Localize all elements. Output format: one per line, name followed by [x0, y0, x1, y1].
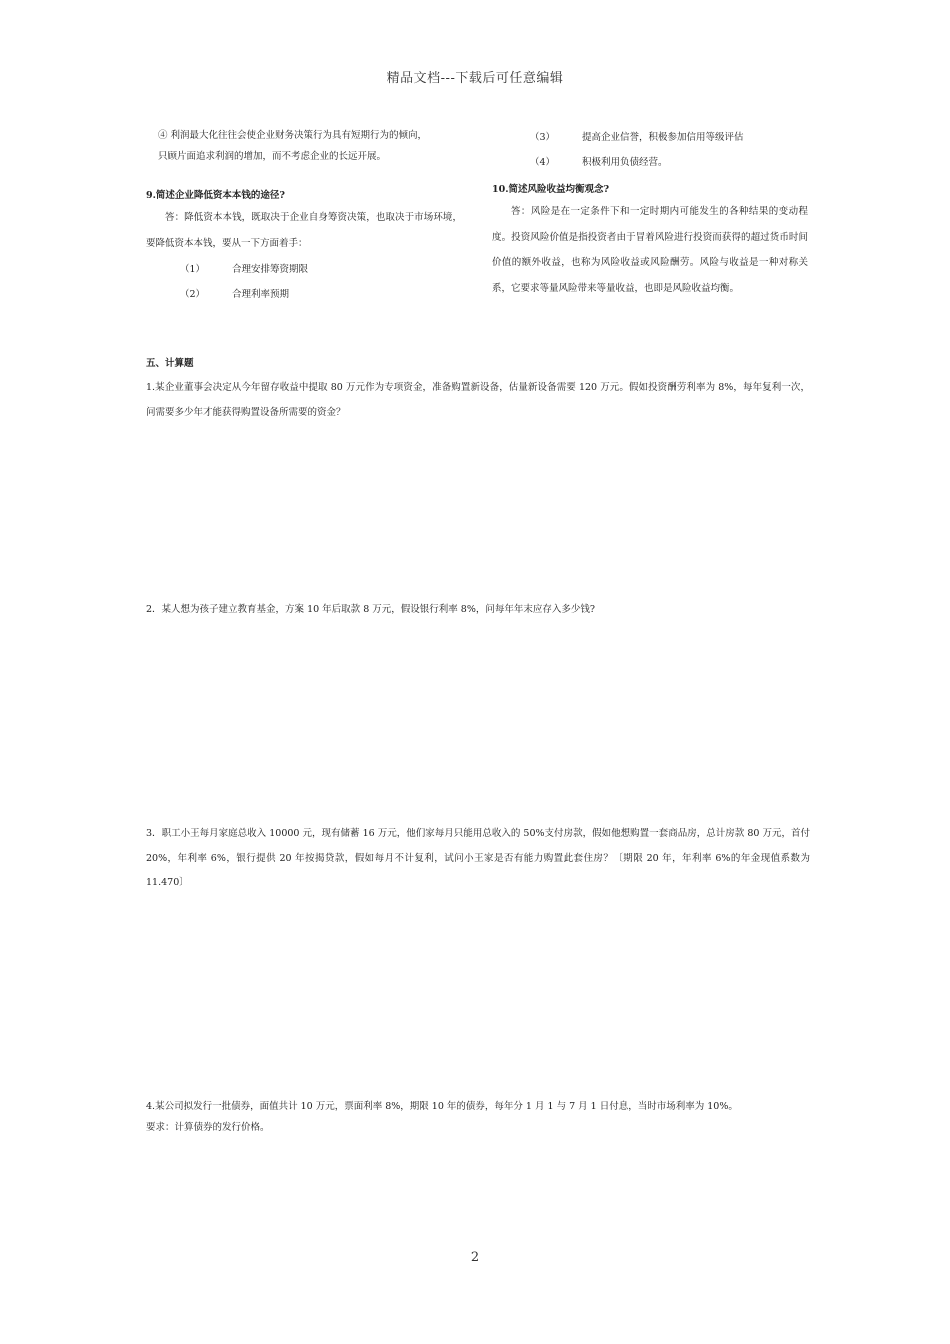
q10-title: 10.简述风险收益均衡观念?: [492, 184, 610, 195]
list-text: 合理安排筹资期限: [232, 264, 309, 275]
list-number: （4）: [530, 157, 556, 168]
item4-line2: 只顾片面追求利润的增加，而不考虑企业的长远开展。: [158, 151, 387, 162]
question-3: 3．职工小王每月家庭总收入 10000 元，现有储蓄 16 万元，他们家每月只能用总收入的 50%支付房款，假如他想购置一套商品房，总计房款 80 万元，首付 20%，年利率 6%，银行提供 20 年按揭贷款，假如每月不计复利，试问小王家是否有能力购置此套住房？〔期限 20 年，年利率 6%的年金现值系数为 11.470〕: [146, 828, 810, 888]
q9-title: 9.简述企业降低资本本钱的途径?: [146, 190, 285, 201]
list-text: 积极利用负债经营。: [582, 157, 668, 168]
q9-answer: 答：降低资本本钱，既取决于企业自身筹资决策，也取决于市场环境，要降低资本本钱，要从一下方面着手：: [146, 212, 462, 249]
list-item: [530, 150, 668, 175]
section-title: 五、计算题: [146, 358, 194, 369]
list-text: 提高企业信誉，积极参加信用等级评估: [582, 132, 744, 143]
list-item: [180, 257, 308, 282]
list-item: [180, 282, 289, 307]
question-4-line2: 要求：计算债券的发行价格。: [146, 1122, 270, 1133]
list-number: （2）: [180, 289, 206, 300]
list-text: 合理利率预期: [232, 289, 290, 300]
question-1: 1.某企业董事会决定从今年留存收益中提取 80 万元作为专项资金，准备购置新设备，估量新设备需要 120 万元。假如投资酬劳利率为 8%，每年复利一次，问需要多少年才能获得购置设备所需要的资金？: [146, 382, 810, 418]
question-4-line1: 4.某公司拟发行一批债券，面值共计 10 万元，票面利率 8%，期限 10 年的债券，每年分 1 月 1 与 7 月 1 日付息，当时市场利率为 10%。: [146, 1101, 738, 1112]
q10-answer: 答：风险是在一定条件下和一定时期内可能发生的各种结果的变动程度。投资风险价值是指投资者由于冒着风险进行投资而获得的超过货币时间价值的额外收益，也称为风险收益或风险酬劳。风险与收益是一种对称关系，它要求等量风险带来等量收益，也即是风险收益均衡。: [492, 206, 808, 294]
page-header: 精品文档---下载后可任意编辑: [386, 71, 564, 86]
list-number: （3）: [530, 132, 556, 143]
question-2: 2．某人想为孩子建立教育基金，方案 10 年后取款 8 万元，假设银行利率 8%，问每年年末应存入多少钱?: [146, 604, 595, 615]
item4-line1: ④ 利润最大化往往会使企业财务决策行为具有短期行为的倾向，: [158, 130, 428, 141]
page-number: 2: [470, 1250, 480, 1265]
list-item: [530, 125, 744, 150]
list-number: （1）: [180, 264, 206, 275]
